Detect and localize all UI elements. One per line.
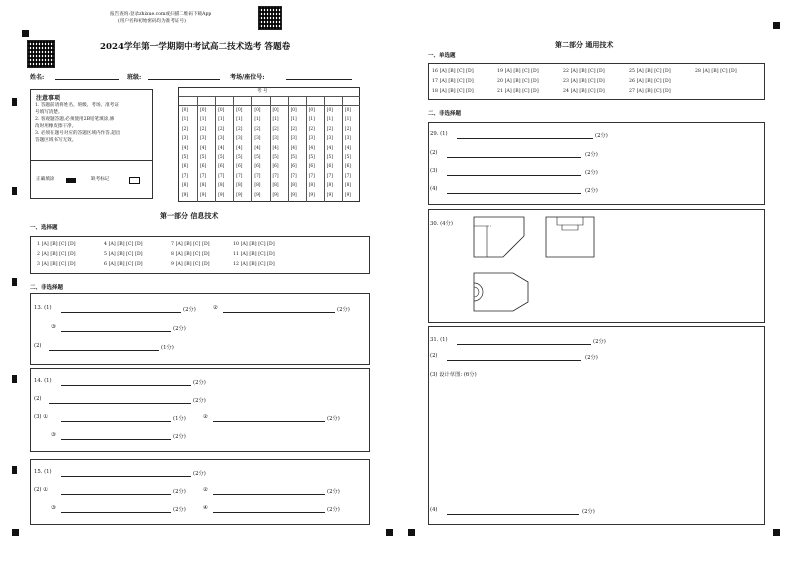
note-line: 3. 必须在题号对应的答题区域内作答,超出	[35, 131, 121, 136]
class-label: 班级:	[127, 74, 142, 81]
alignment-mark	[12, 278, 17, 286]
q29-part2-line[interactable]	[447, 157, 581, 158]
q13-part4-points: (1分)	[161, 345, 174, 351]
exam-digit-bubble[interactable]: [3]	[218, 136, 225, 142]
exam-digit-bubble[interactable]: [2]	[218, 126, 225, 132]
part-two-title: 第二部分 通用技术	[555, 40, 614, 49]
exam-digit-bubble[interactable]: [3]	[308, 136, 315, 142]
q14-part4-points: (2分)	[327, 416, 340, 422]
exam-digit-bubble[interactable]: [9]	[344, 192, 351, 198]
login-notice: (用户名和初始密码均为准考证号)	[118, 19, 186, 24]
exam-digit-bubble[interactable]: [7]	[272, 173, 279, 179]
q31-answer-area	[428, 326, 765, 525]
q13-part1-line[interactable]	[61, 312, 181, 313]
choice-answer-row[interactable]: 20 [A] [B] [C] [D]	[497, 79, 539, 84]
q14-part3-points: (1分)	[173, 416, 186, 422]
exam-digit-bubble[interactable]: [6]	[344, 164, 351, 170]
exam-digit-bubble[interactable]: [3]	[272, 136, 279, 142]
q13-part2-line[interactable]	[223, 312, 335, 313]
exam-digit-bubble[interactable]: [0]	[326, 108, 333, 113]
choice-answer-row[interactable]: 8 [A] [B] [C] [D]	[171, 252, 210, 257]
q31-part2-line[interactable]	[447, 360, 581, 361]
exam-digit-bubble[interactable]: [7]	[236, 173, 243, 179]
exam-digit-bubble[interactable]: [8]	[254, 183, 261, 189]
choice-answer-row[interactable]: 18 [A] [B] [C] [D]	[432, 89, 474, 94]
exam-digit-bubble[interactable]: [6]	[218, 164, 225, 170]
choice-answer-row[interactable]: 23 [A] [B] [C] [D]	[563, 79, 605, 84]
exam-digit-bubble[interactable]: [4]	[254, 145, 261, 151]
exam-digit-bubble[interactable]: [9]	[236, 192, 243, 198]
exam-digit-bubble[interactable]: [6]	[236, 164, 243, 170]
exam-digit-bubble[interactable]: [7]	[254, 173, 261, 179]
alignment-mark	[12, 98, 17, 106]
exam-digit-bubble[interactable]: [1]	[308, 117, 315, 123]
notes-title: 注意事项	[36, 95, 61, 102]
exam-digit-bubble[interactable]: [7]	[344, 173, 351, 179]
alignment-mark	[773, 529, 780, 536]
notes-box	[30, 89, 153, 199]
q31-part1-line[interactable]	[457, 344, 591, 345]
q13-part2-label: ②	[213, 305, 218, 311]
exam-digit-bubble[interactable]: [4]	[290, 145, 297, 151]
choice-answer-row[interactable]: 24 [A] [B] [C] [D]	[563, 89, 605, 94]
choice-answer-row[interactable]: 9 [A] [B] [C] [D]	[171, 262, 210, 267]
exam-digit-bubble[interactable]: [3]	[326, 136, 333, 142]
exam-digit-bubble[interactable]: [6]	[182, 164, 189, 170]
note-line: 2. 客观题答题,必须使用2B铅笔填涂,修	[35, 117, 115, 122]
choice-answer-row[interactable]: 28 [A] [B] [C] [D]	[695, 69, 737, 74]
note-line: 号填写清楚。	[35, 110, 63, 115]
exam-digit-bubble[interactable]: [1]	[218, 117, 225, 123]
exam-digit-bubble[interactable]: [6]	[308, 164, 315, 170]
q15-part5-points: (2分)	[327, 507, 340, 513]
q15-part2-line[interactable]	[61, 494, 171, 495]
choice-answer-row[interactable]: 10 [A] [B] [C] [D]	[233, 242, 275, 247]
q14-part3-line[interactable]	[61, 421, 171, 422]
grid-column-divider	[251, 96, 252, 202]
exam-digit-bubble[interactable]: [2]	[236, 126, 243, 132]
choice-answer-box	[30, 236, 370, 274]
q14-part1-points: (2分)	[193, 380, 206, 386]
exam-digit-bubble[interactable]: [3]	[182, 136, 189, 142]
top-view-drawing	[473, 272, 529, 312]
exam-digit-bubble[interactable]: [3]	[236, 136, 243, 142]
q29-part2-points: (2分)	[585, 152, 598, 158]
q31-design-sketch-label: (3) 设计草图: (6分)	[430, 372, 477, 378]
correct-fill-label: 正确填涂	[36, 177, 55, 182]
report-notice: 报告查询:登录zhixue.com或扫描二维码下载App	[110, 12, 212, 17]
exam-digit-bubble[interactable]: [8]	[182, 183, 189, 189]
exam-digit-bubble[interactable]: [0]	[344, 108, 351, 113]
exam-digit-bubble[interactable]: [8]	[272, 183, 279, 189]
single-choice-heading: 一、单选题	[428, 53, 456, 59]
side-view-drawing	[545, 216, 595, 258]
q13-part2-points: (2分)	[337, 307, 350, 313]
exam-digit-bubble[interactable]: [9]	[218, 192, 225, 198]
q15-part2-points: (2分)	[173, 489, 186, 495]
choice-answer-row[interactable]: 4 [A] [B] [C] [D]	[104, 242, 143, 247]
exam-digit-bubble[interactable]: [6]	[272, 164, 279, 170]
exam-digit-bubble[interactable]: [1]	[326, 117, 333, 123]
exam-digit-bubble[interactable]: [5]	[182, 155, 189, 160]
exam-digit-bubble[interactable]: [8]	[290, 183, 297, 189]
q14-part4-label: ②	[203, 414, 208, 420]
q31-part4-line[interactable]	[447, 514, 579, 515]
q29-part2-label: (2)	[430, 150, 438, 156]
exam-digit-bubble[interactable]: [4]	[344, 145, 351, 151]
q15-part4-line[interactable]	[61, 512, 171, 513]
class-field[interactable]	[148, 79, 220, 80]
q31-part1-label: 31. (1)	[430, 337, 448, 343]
q14-part5-points: (2分)	[173, 434, 186, 440]
exam-digit-bubble[interactable]: [5]	[272, 155, 279, 160]
exam-digit-bubble[interactable]: [0]	[182, 108, 189, 113]
q13-answer-area	[30, 293, 370, 365]
exam-digit-bubble[interactable]: [4]	[272, 145, 279, 151]
q15-part4-label: ③	[51, 505, 56, 511]
exam-digit-bubble[interactable]: [6]	[326, 164, 333, 170]
exam-digit-bubble[interactable]: [2]	[254, 126, 261, 132]
exam-digit-bubble[interactable]: [2]	[308, 126, 315, 132]
q29-part1-points: (2分)	[595, 133, 608, 139]
page-title: 2024学年第一学期期中考试高二技术选考 答题卷	[100, 42, 291, 52]
exam-digit-bubble[interactable]: [1]	[200, 117, 207, 123]
alignment-mark	[12, 466, 17, 474]
exam-digit-bubble[interactable]: [1]	[272, 117, 279, 123]
q29-part3-line[interactable]	[447, 175, 581, 176]
exam-digit-bubble[interactable]: [4]	[182, 145, 189, 151]
q15-answer-area	[30, 459, 370, 525]
exam-digit-bubble[interactable]: [4]	[308, 145, 315, 151]
part-one-title: 第一部分 信息技术	[160, 211, 219, 220]
q31-part2-points: (2分)	[585, 355, 598, 361]
q14-part4-line[interactable]	[213, 421, 325, 422]
exam-digit-bubble[interactable]: [0]	[236, 108, 243, 113]
grid-column-divider	[288, 96, 289, 202]
exam-digit-bubble[interactable]: [9]	[326, 192, 333, 198]
exam-digit-bubble[interactable]: [7]	[182, 173, 189, 179]
choice-answer-row[interactable]: 3 [A] [B] [C] [D]	[37, 262, 76, 267]
choice-answer-row[interactable]: 1 [A] [B] [C] [D]	[37, 242, 76, 247]
exam-digit-bubble[interactable]: [7]	[200, 173, 207, 179]
q15-part5-line[interactable]	[213, 512, 325, 513]
alignment-mark	[386, 529, 393, 536]
exam-digit-bubble[interactable]: [7]	[290, 173, 297, 179]
q14-part2-points: (2分)	[193, 398, 206, 404]
choice-answer-row[interactable]: 26 [A] [B] [C] [D]	[629, 79, 671, 84]
q14-part5-line[interactable]	[61, 439, 171, 440]
q29-part4-line[interactable]	[447, 193, 581, 194]
q29-answer-area	[428, 122, 765, 205]
exam-digit-bubble[interactable]: [8]	[200, 183, 207, 189]
q14-part2-label: (2)	[34, 396, 42, 402]
exam-digit-bubble[interactable]: [7]	[326, 173, 333, 179]
grid-column-divider	[342, 96, 343, 202]
app-qr-code	[258, 6, 282, 30]
exam-digit-bubble[interactable]: [0]	[218, 108, 225, 113]
exam-digit-bubble[interactable]: [1]	[254, 117, 261, 123]
note-line: 答题区域书写无效。	[35, 138, 77, 143]
q31-part1-points: (2分)	[593, 339, 606, 345]
exam-digit-bubble[interactable]: [4]	[218, 145, 225, 151]
exam-digit-bubble[interactable]: [4]	[236, 145, 243, 151]
exam-digit-bubble[interactable]: [0]	[254, 108, 261, 113]
q13-part1-points: (2分)	[183, 307, 196, 313]
divider	[31, 160, 153, 161]
exam-digit-bubble[interactable]: [7]	[308, 173, 315, 179]
choice-answer-row[interactable]: 19 [A] [B] [C] [D]	[497, 69, 539, 74]
filled-box-icon	[66, 178, 76, 183]
exam-digit-bubble[interactable]: [3]	[200, 136, 207, 142]
q30-label: 30. (4分)	[430, 221, 453, 227]
grid-column-divider	[270, 96, 271, 202]
q31-part4-points: (2分)	[582, 509, 595, 515]
choice-answer-row[interactable]: 22 [A] [B] [C] [D]	[563, 69, 605, 74]
student-qr-code	[27, 40, 55, 68]
front-view-drawing	[473, 216, 525, 258]
exam-digit-bubble[interactable]: [3]	[254, 136, 261, 142]
q13-part3-label: ③	[51, 324, 56, 330]
exam-digit-bubble[interactable]: [5]	[218, 155, 225, 160]
exam-digit-bubble[interactable]: [8]	[326, 183, 333, 189]
exam-digit-bubble[interactable]: [8]	[344, 183, 351, 189]
choice-answer-row[interactable]: 16 [A] [B] [C] [D]	[432, 69, 474, 74]
q13-part1-label: 13. (1)	[34, 305, 52, 311]
q14-part1-line[interactable]	[61, 385, 191, 386]
q15-part2-label: (2) ①	[34, 487, 48, 493]
exam-digit-bubble[interactable]: [5]	[200, 155, 207, 160]
q31-part4-label: (4)	[430, 507, 438, 513]
grid-column-divider	[197, 96, 198, 202]
choice-answer-row[interactable]: 12 [A] [B] [C] [D]	[233, 262, 275, 267]
q15-part1-points: (2分)	[193, 471, 206, 477]
exam-digit-bubble[interactable]: [1]	[344, 117, 351, 123]
q29-part3-points: (2分)	[585, 170, 598, 176]
exam-digit-bubble[interactable]: [1]	[290, 117, 297, 123]
q29-part1-line[interactable]	[457, 138, 593, 139]
q30-answer-area	[428, 209, 765, 323]
q14-part5-label: ③	[51, 432, 56, 438]
q13-part4-line[interactable]	[49, 350, 159, 351]
q15-part4-points: (2分)	[173, 507, 186, 513]
single-choice-answer-box	[428, 63, 765, 100]
note-line: 改时用橡皮擦干净。	[35, 124, 77, 129]
exam-digit-bubble[interactable]: [5]	[326, 155, 333, 160]
room-seat-label: 考场/座位号:	[230, 74, 265, 81]
choice-answer-row[interactable]: 17 [A] [B] [C] [D]	[432, 79, 474, 84]
exam-number-grid	[178, 87, 360, 202]
q15-part3-label: ②	[203, 487, 208, 493]
exam-digit-bubble[interactable]: [5]	[308, 155, 315, 160]
non-choice-heading: 二、非选择题	[30, 285, 64, 291]
exam-digit-bubble[interactable]: [6]	[254, 164, 261, 170]
q13-part4-label: (2)	[34, 343, 42, 349]
q14-part2-line[interactable]	[49, 403, 191, 404]
q31-part2-label: (2)	[430, 353, 438, 359]
q14-part1-label: 14. (1)	[34, 378, 52, 384]
q29-part3-label: (3)	[430, 168, 438, 174]
choice-answer-row[interactable]: 5 [A] [B] [C] [D]	[104, 252, 143, 257]
exam-digit-bubble[interactable]: [7]	[218, 173, 225, 179]
exam-digit-bubble[interactable]: [0]	[272, 108, 279, 113]
design-sketch-area[interactable]	[430, 382, 764, 502]
exam-digit-bubble[interactable]: [6]	[290, 164, 297, 170]
alignment-mark	[408, 529, 415, 536]
exam-digit-bubble[interactable]: [0]	[200, 108, 207, 113]
q13-part3-points: (2分)	[173, 326, 186, 332]
exam-digit-bubble[interactable]: [8]	[236, 183, 243, 189]
exam-digit-bubble[interactable]: [1]	[236, 117, 243, 123]
q29-part4-points: (2分)	[585, 188, 598, 194]
exam-digit-bubble[interactable]: [9]	[290, 192, 297, 198]
q15-part1-line[interactable]	[61, 476, 191, 477]
absent-checkbox[interactable]	[129, 177, 140, 184]
exam-digit-bubble[interactable]: [4]	[200, 145, 207, 151]
alignment-mark	[12, 375, 17, 383]
absent-mark-label: 缺考标记	[91, 177, 110, 182]
grid-column-divider	[306, 96, 307, 202]
q15-part3-points: (2分)	[327, 489, 340, 495]
exam-digit-bubble[interactable]: [8]	[308, 183, 315, 189]
exam-digit-bubble[interactable]: [4]	[326, 145, 333, 151]
alignment-mark	[22, 30, 29, 37]
exam-number-label: 考 号	[257, 89, 268, 94]
exam-digit-bubble[interactable]: [0]	[290, 108, 297, 113]
alignment-mark	[773, 22, 780, 29]
exam-digit-bubble[interactable]: [9]	[182, 192, 189, 198]
q13-part3-line[interactable]	[61, 331, 171, 332]
exam-digit-bubble[interactable]: [2]	[182, 126, 189, 132]
room-seat-field[interactable]	[286, 79, 352, 80]
grid-column-divider	[233, 96, 234, 202]
exam-digit-bubble[interactable]: [5]	[344, 155, 351, 160]
exam-digit-bubble[interactable]: [8]	[218, 183, 225, 189]
alignment-mark	[12, 187, 17, 195]
q14-answer-area	[30, 368, 370, 452]
q29-part4-label: (4)	[430, 186, 438, 192]
q14-part3-label: (3) ①	[34, 414, 48, 420]
exam-digit-bubble[interactable]: [5]	[290, 155, 297, 160]
grid-column-divider	[215, 96, 216, 202]
choice-heading: 一、选择题	[30, 225, 58, 231]
q15-part3-line[interactable]	[213, 494, 325, 495]
choice-answer-row[interactable]: 2 [A] [B] [C] [D]	[37, 252, 76, 257]
exam-digit-bubble[interactable]: [1]	[182, 117, 189, 123]
choice-answer-row[interactable]: 6 [A] [B] [C] [D]	[104, 262, 143, 267]
name-field[interactable]	[55, 79, 119, 80]
choice-answer-row[interactable]: 27 [A] [B] [C] [D]	[629, 89, 671, 94]
exam-digit-bubble[interactable]: [5]	[254, 155, 261, 160]
choice-answer-row[interactable]: 7 [A] [B] [C] [D]	[171, 242, 210, 247]
exam-digit-bubble[interactable]: [0]	[308, 108, 315, 113]
exam-digit-bubble[interactable]: [9]	[272, 192, 279, 198]
exam-digit-bubble[interactable]: [6]	[200, 164, 207, 170]
choice-answer-row[interactable]: 21 [A] [B] [C] [D]	[497, 89, 539, 94]
exam-digit-bubble[interactable]: [2]	[344, 126, 351, 132]
exam-digit-bubble[interactable]: [2]	[290, 126, 297, 132]
right-non-choice-heading: 二、非选择题	[428, 111, 462, 117]
choice-answer-row[interactable]: 25 [A] [B] [C] [D]	[629, 69, 671, 74]
exam-digit-bubble[interactable]: [2]	[272, 126, 279, 132]
exam-digit-bubble[interactable]: [9]	[254, 192, 261, 198]
exam-digit-bubble[interactable]: [9]	[200, 192, 207, 198]
choice-answer-row[interactable]: 11 [A] [B] [C] [D]	[233, 252, 275, 257]
q15-part1-label: 15. (1)	[34, 469, 52, 475]
exam-digit-bubble[interactable]: [3]	[290, 136, 297, 142]
alignment-mark	[12, 529, 19, 536]
exam-digit-bubble[interactable]: [5]	[236, 155, 243, 160]
name-label: 姓名:	[30, 74, 45, 81]
grid-column-divider	[324, 96, 325, 202]
exam-digit-bubble[interactable]: [2]	[326, 126, 333, 132]
q29-part1-label: 29. (1)	[430, 131, 448, 137]
q15-part5-label: ④	[203, 505, 208, 511]
exam-digit-bubble[interactable]: [2]	[200, 126, 207, 132]
note-line: 1. 答题前请将姓名、班级、考场、准考证	[35, 103, 119, 108]
exam-digit-bubble[interactable]: [3]	[344, 136, 351, 142]
exam-digit-bubble[interactable]: [9]	[308, 192, 315, 198]
